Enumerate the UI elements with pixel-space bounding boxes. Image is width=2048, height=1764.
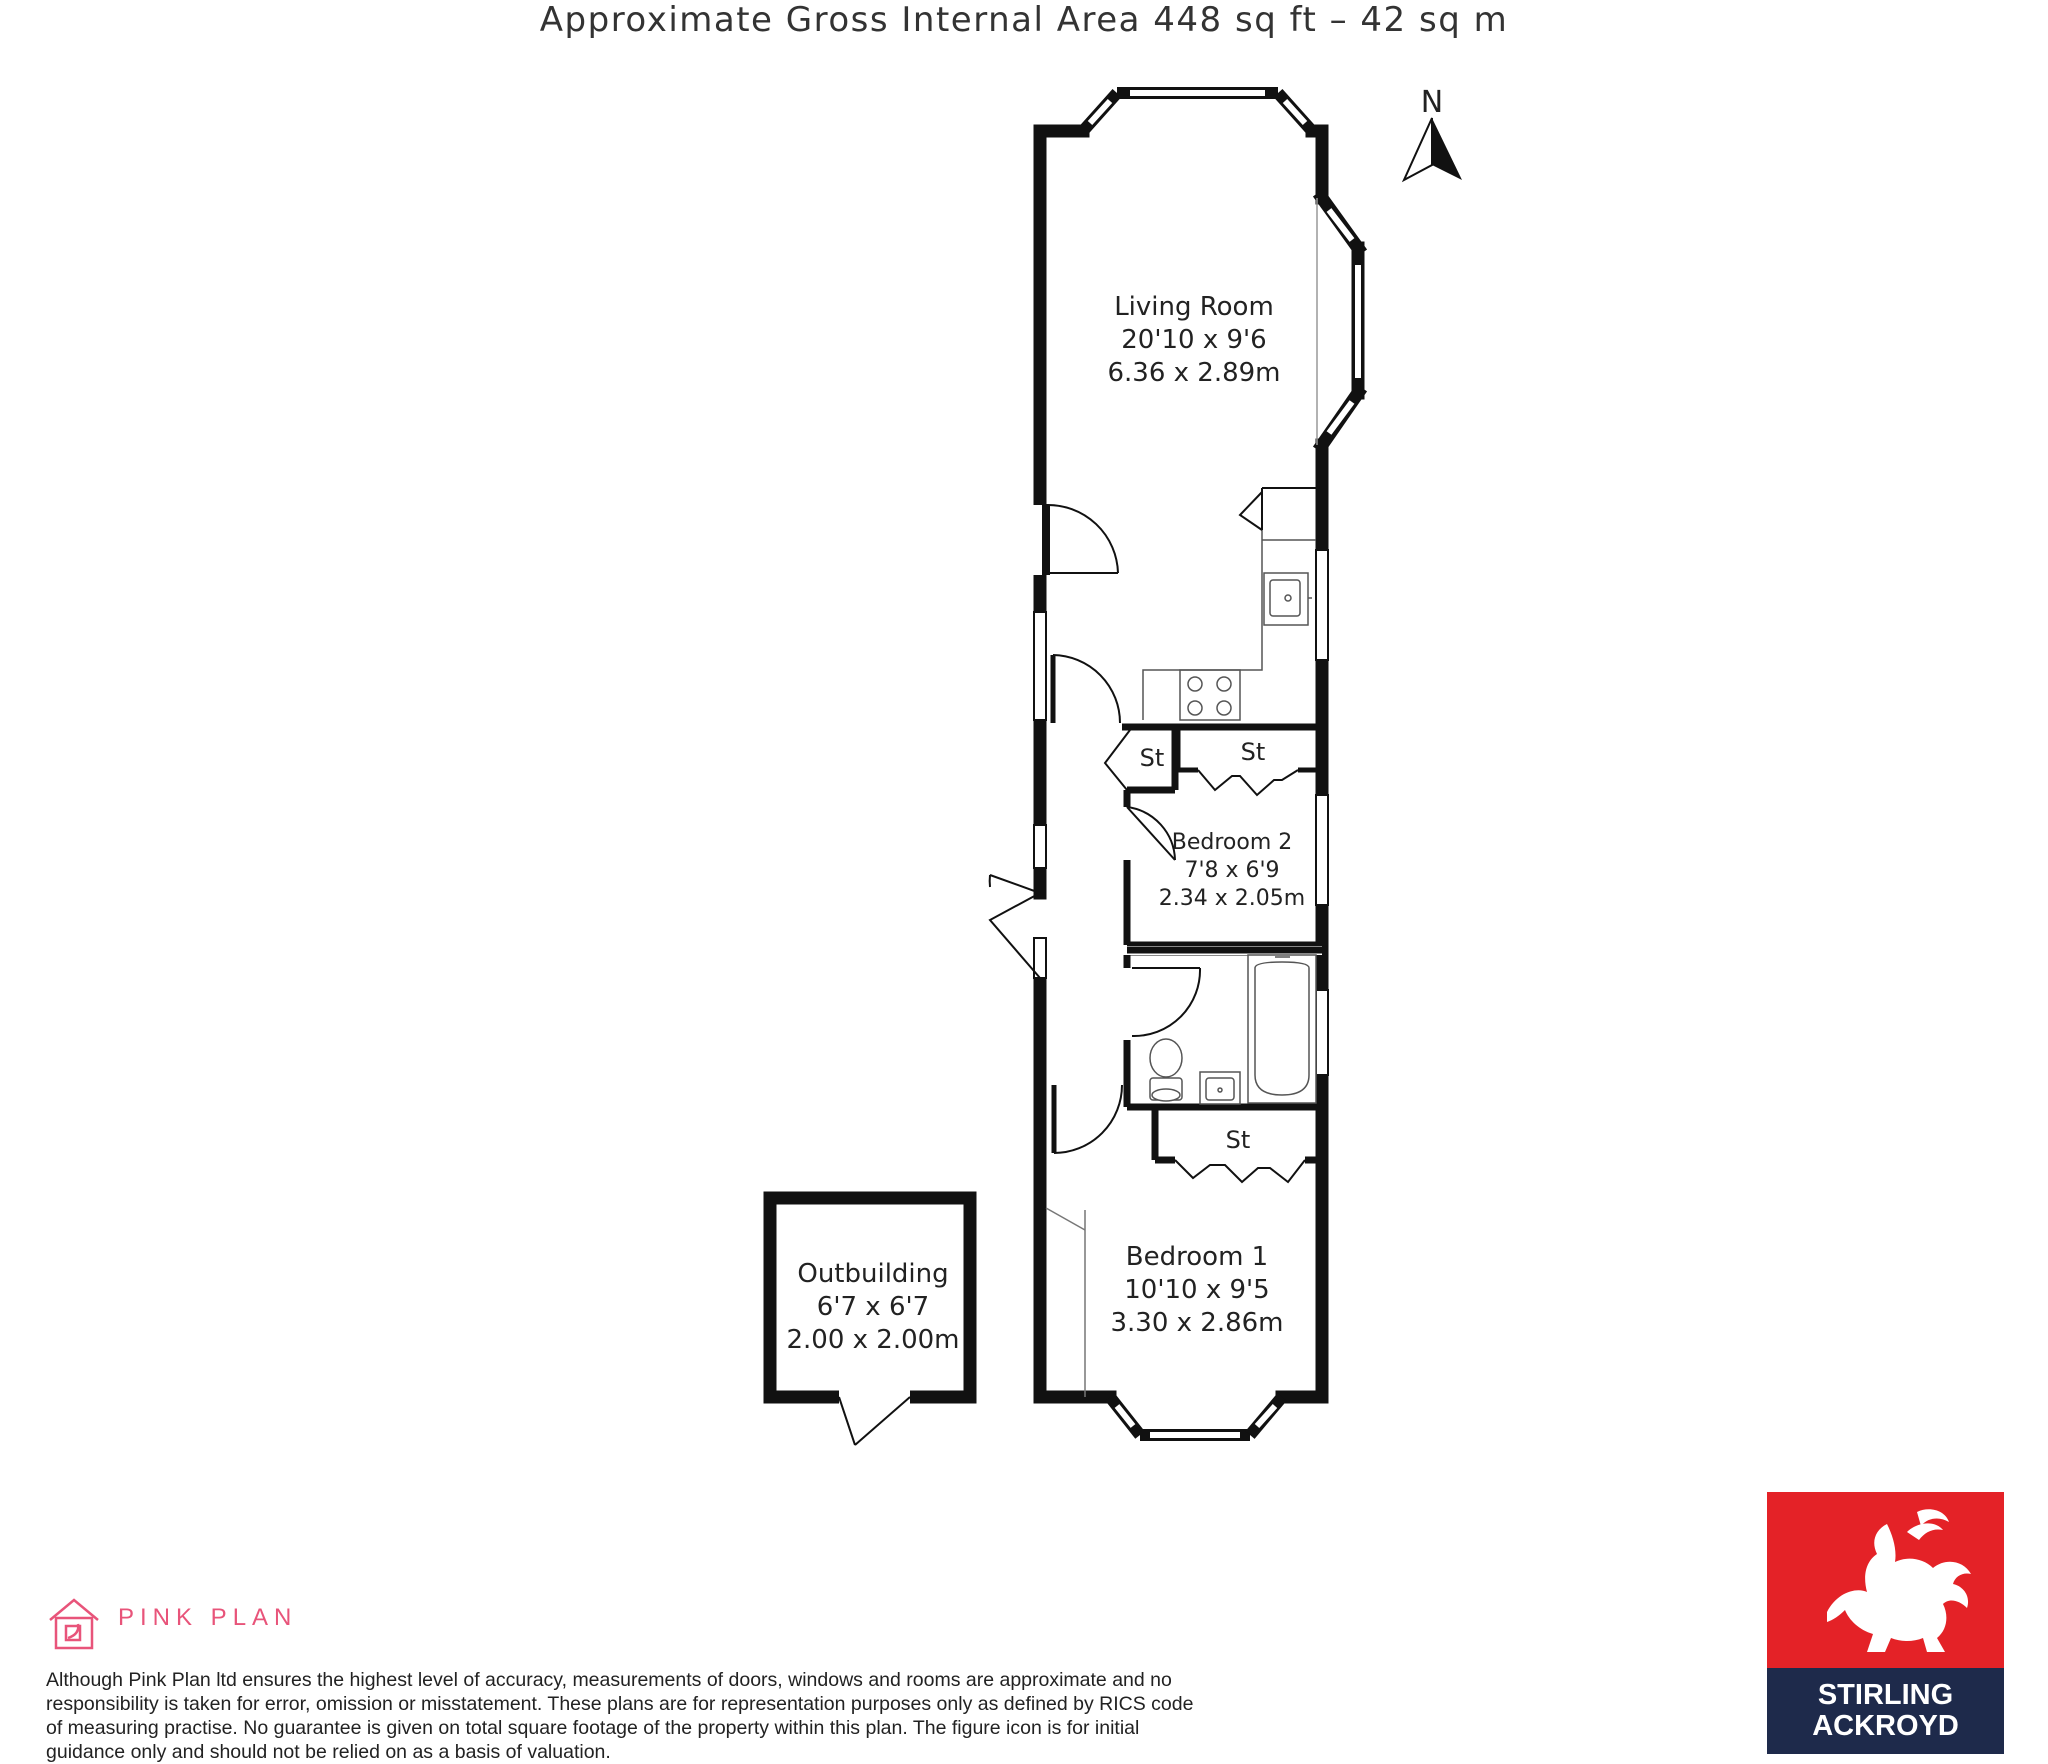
living-room-imperial: 20'10 x 9'6 [1121, 325, 1267, 355]
living-room-label [1107, 292, 1280, 388]
living-room-bay-window [1083, 92, 1312, 131]
agent-logo-red-panel [1767, 1492, 2004, 1668]
store-label-bedroom2: St [1240, 738, 1266, 766]
outbuilding-imperial: 6'7 x 6'7 [816, 1292, 930, 1322]
griffin-icon [1767, 1492, 2004, 1668]
living-room-metric: 6.36 x 2.89m [1107, 358, 1281, 388]
bathroom-fittings [1150, 955, 1316, 1104]
outbuilding-label [786, 1259, 959, 1355]
store-label-bedroom1: St [1225, 1126, 1251, 1154]
disclaimer-text: Although Pink Plan ltd ensures the highest level of accuracy, measurements of doors, windows and rooms are approximate and no responsibility is taken for error, omission or misstatement. These plans are for representation purposes only as defined by RICS code of measuring practise. No guarantee is given on total square footage of the property within this plan. The figure icon is for initial guidance only and should not be relied on as a basis of valuation. [46, 1669, 1194, 1763]
bedroom1-wardrobe-doors [1175, 1160, 1305, 1182]
agent-name-line2: ACKROYD [1812, 1710, 1959, 1742]
store-label-hall: St [1139, 744, 1165, 772]
bedroom2-wardrobe-doors [1198, 770, 1298, 795]
bedroom1-label [1110, 1242, 1283, 1338]
bedroom2-imperial: 7'8 x 6'9 [1184, 858, 1280, 883]
agent-name-line1: STIRLING [1817, 1679, 1954, 1711]
pink-plan-house-icon [44, 1594, 104, 1654]
bedroom1-name: Bedroom 1 [1125, 1242, 1269, 1272]
stirling-ackroyd-logo [1767, 1492, 2004, 1754]
page-title: Approximate Gross Internal Area 448 sq ft – 42 sq m [539, 0, 1509, 40]
outbuilding-door [839, 1397, 910, 1445]
kitchen-cupboard-door [1240, 488, 1316, 530]
bedroom1-imperial: 10'10 x 9'5 [1124, 1275, 1270, 1305]
pink-plan-wordmark: PINK PLAN [118, 1604, 298, 1631]
outbuilding-metric: 2.00 x 2.00m [786, 1325, 960, 1355]
bedroom1-metric: 3.30 x 2.86m [1110, 1308, 1284, 1338]
bedroom2-metric: 2.34 x 2.05m [1158, 886, 1306, 911]
compass-label: N [1420, 85, 1444, 120]
right-wall-windows [1316, 550, 1328, 1075]
outbuilding-name: Outbuilding [797, 1259, 949, 1289]
bedroom2-name: Bedroom 2 [1171, 830, 1293, 855]
compass-north-arrow [1404, 118, 1462, 180]
living-room-name: Living Room [1114, 292, 1274, 322]
bedroom2-label [1159, 830, 1305, 911]
entrance-door [1040, 505, 1118, 575]
kitchen-units [1143, 488, 1316, 720]
agent-logo-navy-panel [1767, 1668, 2004, 1754]
